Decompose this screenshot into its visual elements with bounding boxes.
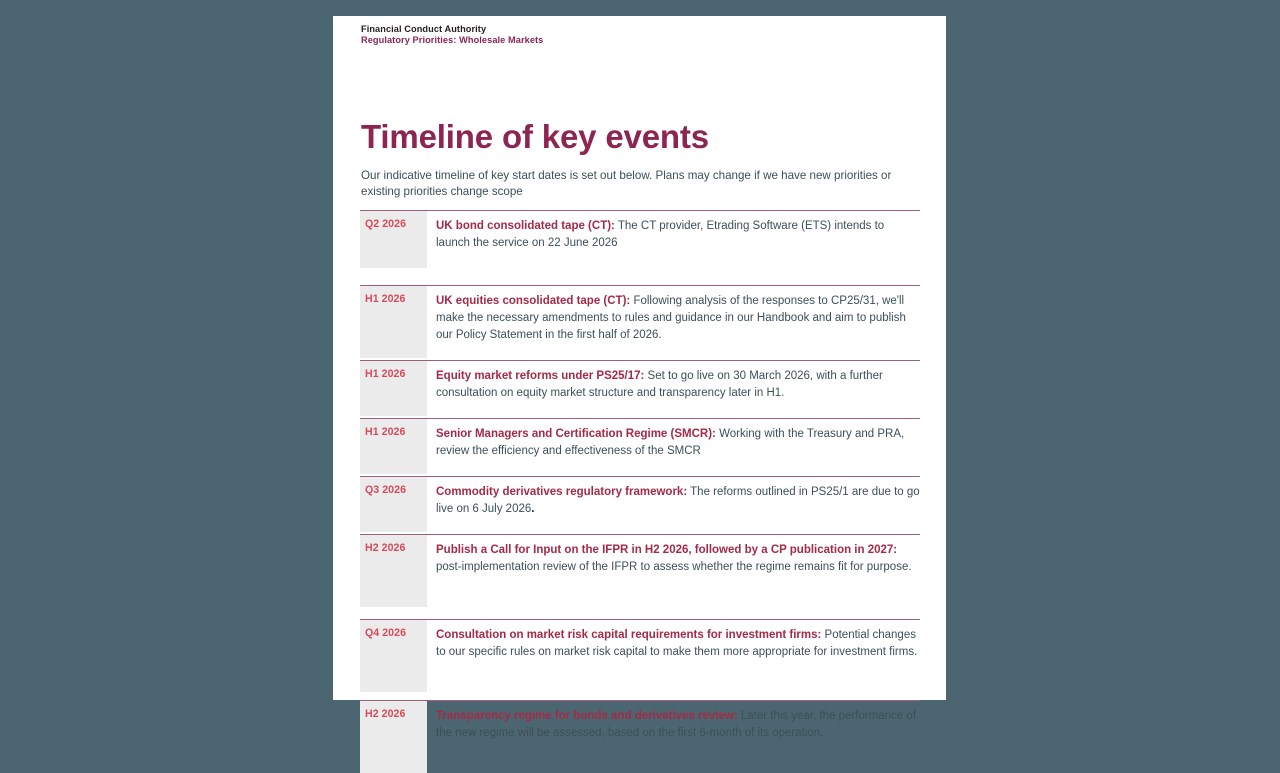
- timeline-row-lead: Consultation on market risk capital requirements for investment firms:: [436, 629, 822, 641]
- timeline-row-date: H2 2026: [360, 535, 427, 607]
- timeline-table: [360, 210, 920, 773]
- timeline-row-tail: .: [531, 502, 535, 515]
- document-page: [333, 16, 946, 739]
- timeline-row-date: Q4 2026: [360, 620, 427, 692]
- timeline-row-body: [427, 368, 920, 402]
- timeline-row-description: Potential changes to our specific rules on market risk capital to make them more appropriate for investment firms.: [436, 629, 918, 658]
- timeline-row-date: H1 2026: [360, 361, 427, 416]
- table-row: [360, 418, 920, 474]
- timeline-row-body: [427, 293, 920, 344]
- timeline-row-date: H1 2026: [360, 419, 427, 474]
- page-title: Timeline of key events: [361, 118, 709, 156]
- timeline-row-lead: Equity market reforms under PS25/17:: [436, 370, 645, 382]
- intro-paragraph: Our indicative timeline of key start dates is set out below. Plans may change if we have new priorities or existing priorities change scope: [361, 168, 892, 199]
- timeline-row-lead: Commodity derivatives regulatory framework:: [436, 486, 688, 498]
- timeline-row-description: post-implementation review of the IFPR to assess whether the regime remains fit for purpose.: [436, 560, 912, 573]
- table-row: [360, 285, 920, 358]
- timeline-row-date: H1 2026: [360, 286, 427, 358]
- running-head-organisation: Financial Conduct Authority: [361, 24, 487, 34]
- timeline-row-description: Later this year, the performance of the new regime will be assessed, based on the first 6-month of its operation.: [436, 710, 917, 739]
- timeline-row-description: The CT provider, Etrading Software (ETS) intends to launch the service on 22 June 2026: [436, 220, 885, 249]
- timeline-row-lead: Transparency regime for bonds and derivatives review:: [436, 710, 738, 722]
- table-row: [360, 360, 920, 416]
- table-row: [360, 210, 920, 268]
- timeline-row-body: [427, 484, 920, 518]
- table-row: [360, 619, 920, 692]
- timeline-row-description: Working with the Treasury and PRA, review the efficiency and effectiveness of the SMCR: [436, 428, 905, 457]
- timeline-row-description: The reforms outlined in PS25/1 are due to go live on 6 July 2026: [436, 486, 920, 515]
- timeline-row-body: [427, 708, 920, 742]
- timeline-row-date: Q2 2026: [360, 211, 427, 268]
- timeline-row-body: [427, 426, 920, 460]
- timeline-row-description: Following analysis of the responses to CP25/31, we'll make the necessary amendments to rules and guidance in our Handbook and aim to publish our Policy Statement in the first half of 2026.: [436, 295, 906, 341]
- timeline-row-date: H2 2026: [360, 701, 427, 773]
- running-head-subtitle: Regulatory Priorities: Wholesale Markets: [361, 35, 544, 46]
- timeline-row-description: Set to go live on 30 March 2026, with a further consultation on equity market structure and transparency later in H1.: [436, 370, 883, 399]
- timeline-row-lead: Publish a Call for Input on the IFPR in H2 2026, followed by a CP publication in 2027:: [436, 544, 898, 556]
- running-head: [361, 24, 543, 46]
- table-row: [360, 534, 920, 607]
- timeline-row-lead: UK bond consolidated tape (CT):: [436, 220, 615, 232]
- timeline-row-body: [427, 218, 920, 252]
- table-row: [360, 476, 920, 532]
- timeline-row-lead: Senior Managers and Certification Regime (SMCR):: [436, 428, 716, 440]
- timeline-row-body: [427, 627, 920, 661]
- timeline-row-body: [427, 542, 920, 576]
- timeline-row-date: Q3 2026: [360, 477, 427, 532]
- table-row: [360, 700, 920, 773]
- timeline-row-lead: UK equities consolidated tape (CT):: [436, 295, 631, 307]
